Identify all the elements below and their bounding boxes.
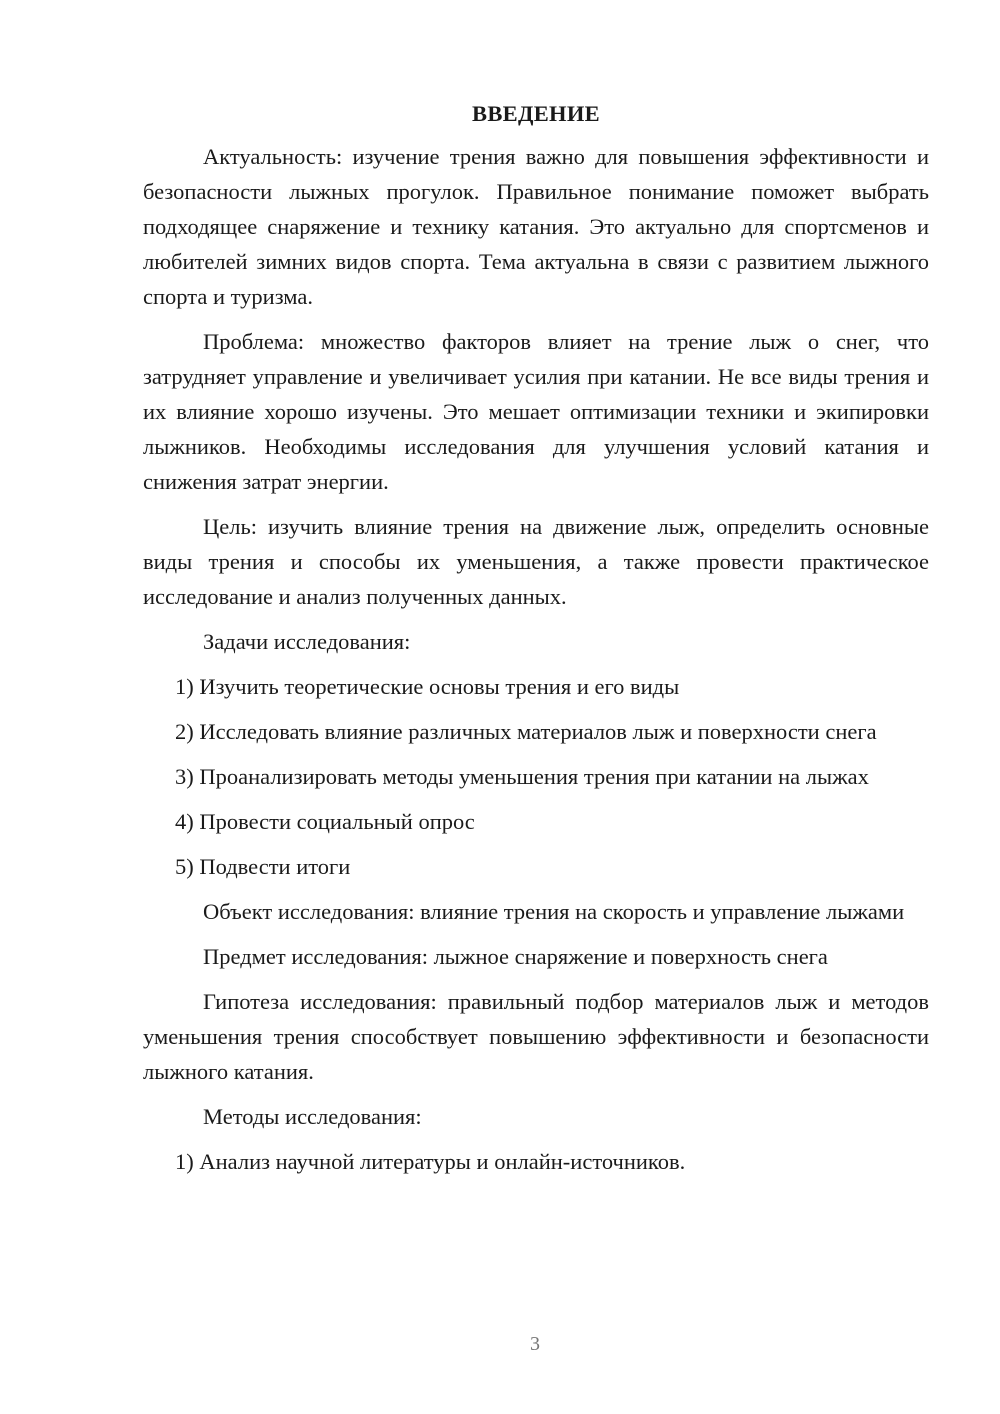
- page-content: [143, 96, 929, 1189]
- object-paragraph: Объект исследования: влияние трения на скорость и управление лыжами: [203, 899, 905, 924]
- relevance-paragraph: Актуальность: изучение трения важно для повышения эффективности и безопасности лыжных прогулок. Правильное понимание поможет выбрать подходящее снаряжение и технику катания. Это актуально для спортсменов и любителей зимних видов спорта. Тема актуальна в связи с развитием лыжного спорта и туризма.: [143, 144, 929, 309]
- section-title: ВВЕДЕНИЕ: [472, 101, 600, 126]
- goal-paragraph: Цель: изучить влияние трения на движение лыж, определить основные виды трения и способы их уменьшения, а также провести практическое исследование и анализ полученных данных.: [143, 514, 929, 609]
- tasks-heading: Задачи исследования:: [203, 629, 411, 654]
- methods-heading: Методы исследования:: [203, 1104, 422, 1129]
- task-item: 5) Подвести итоги: [175, 854, 351, 879]
- page-number: 3: [530, 1333, 540, 1355]
- subject-paragraph: Предмет исследования: лыжное снаряжение и поверхность снега: [203, 944, 828, 969]
- task-item: 2) Исследовать влияние различных материалов лыж и поверхности снега: [175, 719, 877, 744]
- method-item: 1) Анализ научной литературы и онлайн-источников.: [175, 1149, 686, 1174]
- problem-paragraph: Проблема: множество факторов влияет на трение лыж о снег, что затрудняет управление и увеличивает усилия при катании. Не все виды трения и их влияние хорошо изучены. Это мешает оптимизации техники и экипировки лыжников. Необходимы исследования для улучшения условий катания и снижения затрат энергии.: [143, 329, 929, 494]
- hypothesis-paragraph: Гипотеза исследования: правильный подбор материалов лыж и методов уменьшения трения способствует повышению эффективности и безопасности лыжного катания.: [143, 989, 929, 1084]
- task-item: 1) Изучить теоретические основы трения и его виды: [175, 674, 680, 699]
- task-item: 4) Провести социальный опрос: [175, 809, 475, 834]
- task-item: 3) Проанализировать методы уменьшения трения при катании на лыжах: [175, 764, 869, 789]
